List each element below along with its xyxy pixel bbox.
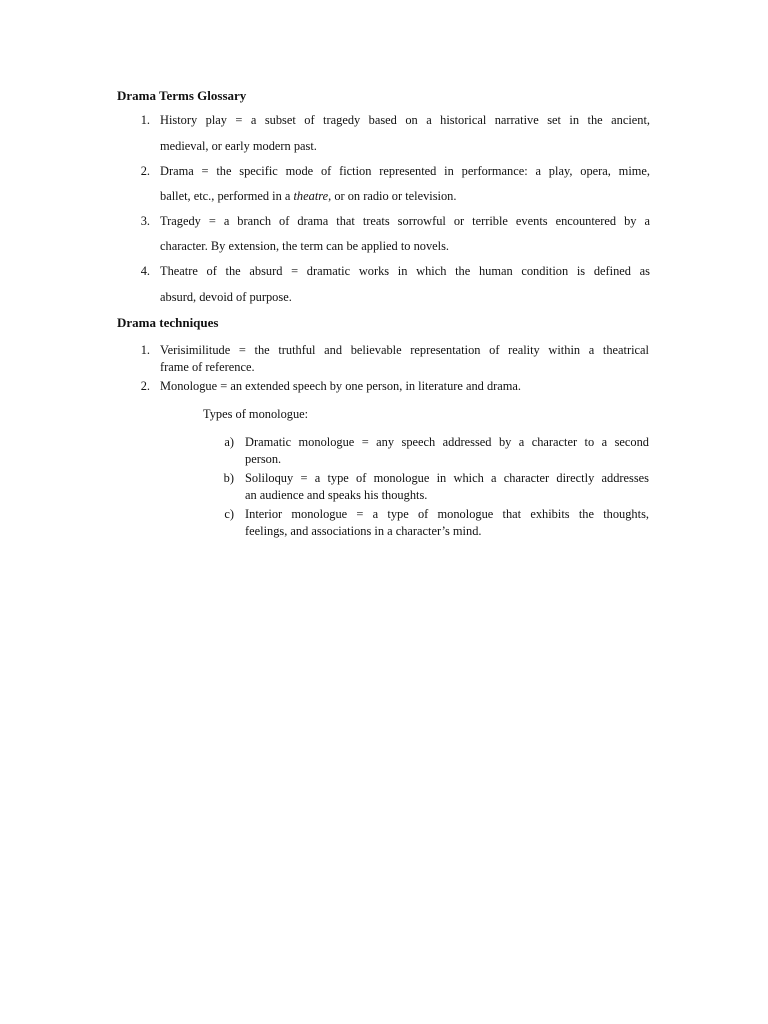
type-c-label: c) — [224, 507, 234, 521]
glossary-item-2-line-2-end: , or on radio or television. — [328, 189, 457, 203]
type-b-label: b) — [223, 471, 234, 485]
glossary-item-4-number: 4. — [140, 264, 150, 278]
glossary-item-3-number: 3. — [140, 214, 150, 228]
glossary-item-2-line-2 — [160, 189, 456, 204]
glossary-item-3-line-1: Tragedy = a branch of drama that treats sorrowful or terrible events encountered by a — [160, 214, 650, 228]
glossary-item-2-number: 2. — [140, 164, 150, 178]
glossary-item-2-line-2-start: ballet, etc., performed in a — [160, 189, 294, 203]
type-b-line-2: an audience and speaks his thoughts. — [245, 488, 428, 502]
glossary-item-1-line-2: medieval, or early modern past. — [160, 139, 317, 153]
monologue-types-subheading: Types of monologue: — [203, 407, 309, 421]
technique-1-line-1: Verisimilitude = the truthful and believable representation of reality within a theatrical — [160, 343, 649, 357]
type-a-line-2: person. — [245, 452, 282, 466]
type-a-line-1: Dramatic monologue = any speech addressed by a character to a second — [245, 435, 649, 449]
glossary-item-3-line-2: character. By extension, the term can be applied to novels. — [160, 239, 450, 253]
techniques-heading: Drama techniques — [117, 315, 219, 330]
glossary-item-1-line-1: History play = a subset of tragedy based on a historical narrative set in the ancient, — [160, 113, 650, 127]
technique-1-number: 1. — [140, 343, 150, 357]
technique-2-number: 2. — [140, 379, 150, 393]
type-a-label: a) — [224, 435, 234, 449]
type-c-line-1: Interior monologue = a type of monologue that exhibits the thoughts, — [245, 507, 649, 521]
theatre-emphasis: theatre — [293, 189, 329, 203]
technique-2-line-1: Monologue = an extended speech by one person, in literature and drama. — [160, 379, 522, 393]
glossary-item-1-number: 1. — [140, 113, 150, 127]
technique-1-line-2: frame of reference. — [160, 360, 255, 374]
glossary-item-4-line-1: Theatre of the absurd = dramatic works in which the human condition is defined as — [160, 264, 650, 278]
type-b-line-1: Soliloquy = a type of monologue in which a character directly addresses — [245, 471, 649, 485]
glossary-item-2-line-1: Drama = the specific mode of fiction represented in performance: a play, opera, mime, — [160, 164, 650, 178]
type-c-line-2: feelings, and associations in a character’s mind. — [245, 524, 482, 538]
glossary-item-4-line-2: absurd, devoid of purpose. — [160, 290, 292, 304]
glossary-heading: Drama Terms Glossary — [117, 88, 247, 103]
